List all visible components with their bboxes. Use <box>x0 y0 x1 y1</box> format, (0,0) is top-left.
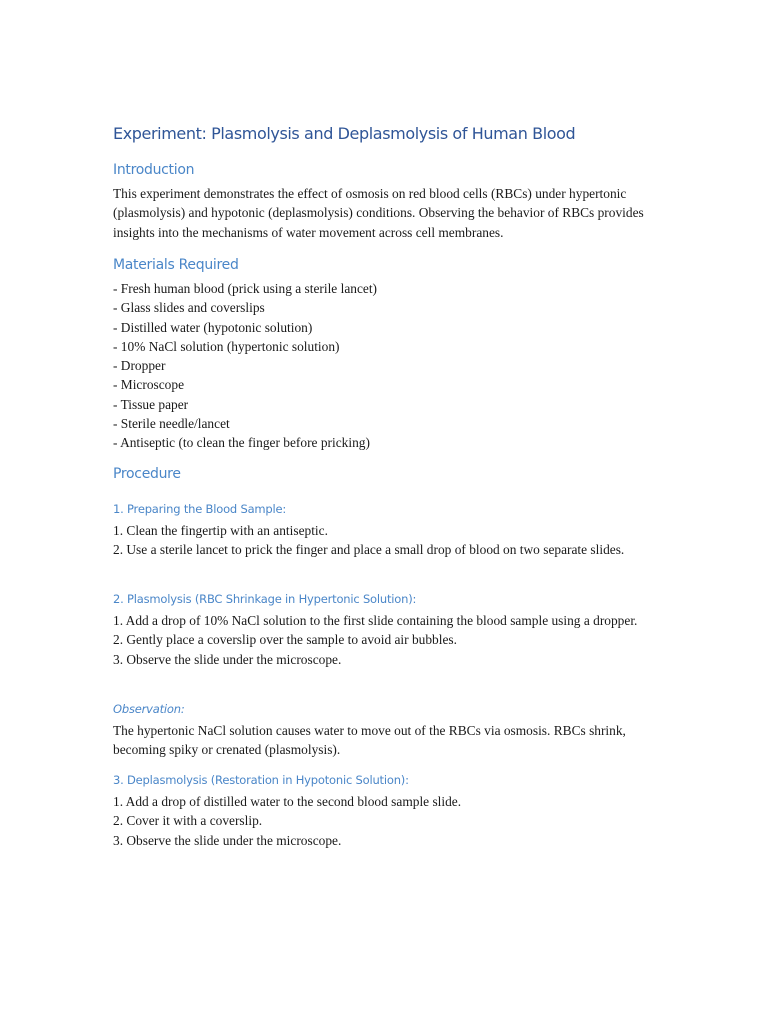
procedure-step: 3. Observe the slide under the microscope. <box>113 651 342 667</box>
procedure-section-heading: 1. Preparing the Blood Sample: <box>113 502 287 516</box>
procedure-heading: Procedure <box>113 466 181 482</box>
materials-item: - Fresh human blood (prick using a sterile lancet) <box>113 281 378 296</box>
document-title: Experiment: Plasmolysis and Deplasmolysis of Human Blood <box>113 124 576 143</box>
procedure-steps <box>113 792 461 850</box>
procedure-step: 2. Gently place a coverslip over the sample to avoid air bubbles. <box>113 632 457 648</box>
procedure-steps <box>113 521 668 560</box>
materials-item: - Sterile needle/lancet <box>113 416 230 432</box>
procedure-section-heading: 2. Plasmolysis (RBC Shrinkage in Hypertonic Solution): <box>113 592 417 606</box>
materials-heading: Materials Required <box>113 257 239 273</box>
observation-heading: Observation: <box>113 702 185 716</box>
procedure-step: 1. Add a drop of 10% NaCl solution to the first slide containing the blood sample using a dropper. <box>113 613 638 628</box>
procedure-step: 1. Add a drop of distilled water to the second blood sample slide. <box>113 794 462 809</box>
procedure-step: 1. Clean the fingertip with an antiseptic. <box>113 523 328 538</box>
materials-item: - Tissue paper <box>113 396 189 412</box>
materials-list <box>113 279 377 453</box>
procedure-section-heading: 3. Deplasmolysis (Restoration in Hypotonic Solution): <box>113 773 409 787</box>
materials-item: - Distilled water (hypotonic solution) <box>113 319 313 335</box>
procedure-step: 3. Observe the slide under the microscope. <box>113 832 342 848</box>
materials-item: - Microscope <box>113 377 185 393</box>
procedure-steps <box>113 611 668 669</box>
procedure-step: 2. Cover it with a coverslip. <box>113 813 263 829</box>
introduction-paragraph: This experiment demonstrates the effect of osmosis on red blood cells (RBCs) under hypertonic (plasmolysis) and hypotonic (deplasmolysis) conditions. Observing the behavior of RBCs provides insights into the mechanisms of water movement across cell membranes. <box>113 186 644 240</box>
materials-item: - Dropper <box>113 358 166 374</box>
observation-paragraph: The hypertonic NaCl solution causes water to move out of the RBCs via osmosis. RBCs shrink, becoming spiky or crenated (plasmolysis). <box>113 723 626 758</box>
materials-item: - Antiseptic (to clean the finger before pricking) <box>113 435 370 451</box>
procedure-step: 2. Use a sterile lancet to prick the finger and place a small drop of blood on two separate slides. <box>113 542 625 558</box>
introduction-heading: Introduction <box>113 162 195 178</box>
materials-item: - Glass slides and coverslips <box>113 300 265 316</box>
materials-item: - 10% NaCl solution (hypertonic solution) <box>113 338 340 354</box>
